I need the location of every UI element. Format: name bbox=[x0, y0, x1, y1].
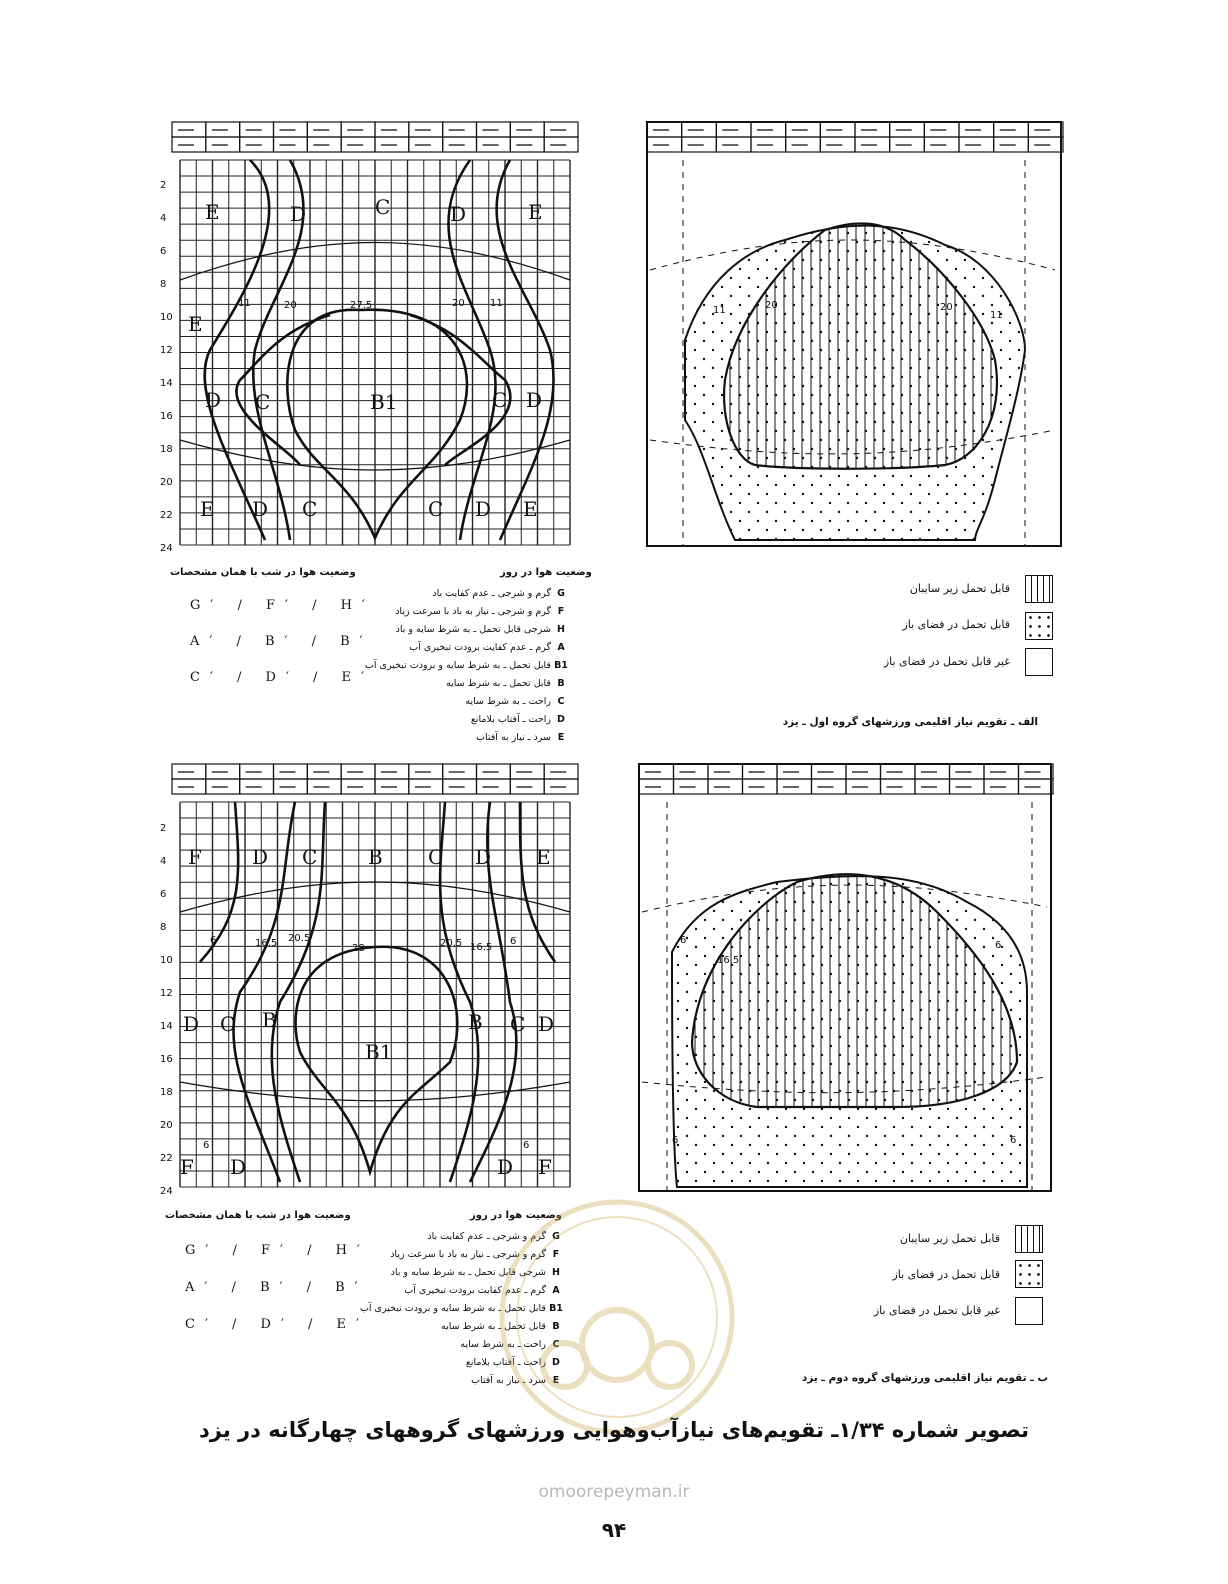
zone-label: D bbox=[475, 497, 492, 521]
contour-label: 6 bbox=[672, 1135, 679, 1146]
legend-item bbox=[365, 621, 568, 639]
chart-a-right-svg bbox=[645, 120, 1065, 550]
legend-code: B bbox=[557, 678, 565, 689]
zone-label: F bbox=[180, 1155, 194, 1179]
key-lines-swatch bbox=[1025, 575, 1053, 603]
legend-text: گرم ـ عدم کفایت برودت تبخیری آب bbox=[404, 1285, 549, 1296]
y-axis-tick: 8 bbox=[160, 922, 167, 933]
legend-text: سرد ـ نیاز به آفتاب bbox=[471, 1375, 549, 1386]
legend-item bbox=[365, 585, 568, 603]
zone-label: E bbox=[188, 312, 203, 336]
zone-label: C bbox=[492, 388, 508, 412]
zone-label: D bbox=[252, 845, 269, 869]
legend-text: قابل تحمل ـ به شرط سایه bbox=[446, 678, 554, 689]
legend-text: قابل تحمل ـ به شرط سایه و برودت تبخیری آب bbox=[359, 1303, 549, 1314]
legend-text: قابل تحمل ـ به شرط سایه و برودت تبخیری آب bbox=[364, 660, 554, 671]
chart-a-left-svg bbox=[170, 120, 580, 550]
legend-text: راحت ـ آفتاب بلامانع bbox=[465, 1357, 549, 1368]
night-symbols: C′ / D′ / E′ bbox=[185, 1317, 370, 1332]
zone-label: D bbox=[475, 845, 492, 869]
key-dots-swatch bbox=[1015, 1260, 1043, 1288]
legend-text: گرم ـ عدم کفایت برودت تبخیری آب bbox=[409, 642, 554, 653]
legend-item bbox=[365, 639, 568, 657]
zone-label: B1 bbox=[370, 390, 398, 414]
zone-label: D bbox=[538, 1012, 555, 1036]
zone-label: F bbox=[188, 845, 202, 869]
legend-code: F bbox=[557, 606, 565, 617]
legend-code: C bbox=[552, 1339, 560, 1350]
legend-code: E bbox=[557, 732, 565, 743]
legend-night-title: وضعیت هوا در شب با همان مشخصات bbox=[165, 1210, 351, 1221]
legend-item bbox=[365, 657, 568, 675]
chart-a-right bbox=[645, 120, 1065, 550]
panel-a-caption: الف ـ تقویم نیاز اقلیمی ورزشهای گروه اول ـ یزد bbox=[782, 716, 1038, 728]
key-label: غیر قابل تحمل در فضای باز bbox=[883, 655, 1010, 668]
legend-text: سرد ـ نیاز به آفتاب bbox=[476, 732, 554, 743]
chart-b-right bbox=[637, 762, 1055, 1195]
contour-label: 20 bbox=[765, 300, 778, 311]
contour-label: 28 bbox=[352, 943, 365, 954]
zone-label: D bbox=[252, 497, 269, 521]
legend-code: G bbox=[557, 588, 565, 599]
contour-label: 20 bbox=[452, 298, 465, 309]
y-axis-tick: 2 bbox=[160, 823, 167, 834]
legend-item bbox=[365, 693, 568, 711]
y-axis-tick: 8 bbox=[160, 279, 167, 290]
zone-label: D bbox=[290, 202, 307, 226]
contour-label: 6 bbox=[203, 1140, 210, 1151]
legend-code: G bbox=[552, 1231, 560, 1242]
legend-text: شرجی قابل تحمل ـ به شرط سایه و باد bbox=[395, 624, 554, 635]
legend-code: A bbox=[557, 642, 565, 653]
chart-a-left bbox=[170, 120, 580, 550]
key-empty-swatch bbox=[1025, 648, 1053, 676]
y-axis-tick: 18 bbox=[160, 1087, 173, 1098]
legend-text: راحت ـ به شرط سایه bbox=[460, 1339, 549, 1350]
key-label: قابل تحمل در فضای باز bbox=[902, 618, 1010, 631]
key-dots-swatch bbox=[1025, 612, 1053, 640]
y-axis-tick: 12 bbox=[160, 345, 173, 356]
y-axis-tick: 24 bbox=[160, 543, 173, 554]
key-label: قابل تحمل زیر سایبان bbox=[909, 582, 1010, 595]
contour-label: 6 bbox=[510, 936, 517, 947]
legend-code: D bbox=[557, 714, 565, 725]
zone-label: C bbox=[220, 1012, 236, 1036]
zone-label: E bbox=[523, 497, 538, 521]
legend-code: B1 bbox=[549, 1303, 563, 1314]
night-symbols: G′ / F′ / H′ bbox=[190, 598, 375, 613]
page-number: ۹۴ bbox=[601, 1518, 627, 1542]
contour-label: 6 bbox=[680, 935, 687, 946]
zone-label: B bbox=[368, 845, 383, 869]
zone-label: B bbox=[262, 1008, 277, 1032]
contour-label: 11 bbox=[990, 310, 1003, 321]
publisher-seal-watermark bbox=[495, 1195, 740, 1440]
legend-code: E bbox=[552, 1375, 560, 1386]
legend-text: راحت ـ آفتاب بلامانع bbox=[470, 714, 554, 725]
figure-title: تصویر شماره ۱/۳۴ـ تقویم‌های نیازآب‌وهوایی ورزشهای گروههای چهارگانه در یزد bbox=[198, 1418, 1029, 1442]
month-header bbox=[639, 764, 1053, 794]
y-axis-tick: 6 bbox=[160, 246, 167, 257]
legend-day-list bbox=[365, 585, 568, 747]
legend-day-title: وضعیت هوا در روز bbox=[470, 1210, 562, 1221]
y-axis-tick: 14 bbox=[160, 1021, 173, 1032]
contour-label: 20 bbox=[940, 302, 953, 313]
y-axis-tick: 4 bbox=[160, 856, 167, 867]
panel-b-caption: ب ـ تقویم نیاز اقلیمی ورزشهای گروه دوم ـ یزد bbox=[801, 1372, 1048, 1384]
zone-label: C bbox=[302, 497, 318, 521]
legend-code: H bbox=[557, 624, 565, 635]
legend-item bbox=[365, 729, 568, 747]
legend-text: قابل تحمل ـ به شرط سایه bbox=[441, 1321, 549, 1332]
legend-text: گرم و شرجی ـ نیاز به باد با سرعت زیاد bbox=[395, 606, 554, 617]
contour-label: 16.5 bbox=[717, 955, 740, 966]
contour-label: 16.5 bbox=[255, 938, 278, 949]
y-axis-tick: 20 bbox=[160, 477, 173, 488]
key-empty-swatch bbox=[1015, 1297, 1043, 1325]
zone-label: B bbox=[468, 1010, 483, 1034]
key-label: غیر قابل تحمل در فضای باز bbox=[873, 1304, 1000, 1317]
contour-label: 11 bbox=[238, 298, 251, 309]
legend-text: گرم و شرجی ـ نیاز به باد با سرعت زیاد bbox=[390, 1249, 549, 1260]
month-header bbox=[172, 764, 578, 794]
y-axis-tick: 2 bbox=[160, 180, 167, 191]
legend-night-title: وضعیت هوا در شب با همان مشخصات bbox=[170, 567, 356, 578]
zone-label: D bbox=[497, 1155, 514, 1179]
site-watermark: omoorepeyman.ir bbox=[538, 1482, 690, 1502]
night-symbols: A′ / B′ / B′ bbox=[185, 1280, 368, 1295]
zone-label: C bbox=[302, 845, 318, 869]
y-axis-tick: 10 bbox=[160, 312, 173, 323]
y-axis-tick: 22 bbox=[160, 1153, 173, 1164]
y-axis-tick: 4 bbox=[160, 213, 167, 224]
contour-label: 20.5 bbox=[288, 933, 311, 944]
zone-label: B1 bbox=[365, 1040, 393, 1064]
legend-text: گرم و شرجی ـ عدم کفایت باد bbox=[432, 588, 554, 599]
zone-label: C bbox=[428, 497, 444, 521]
chart-b-right-svg bbox=[637, 762, 1055, 1195]
zone-label: C bbox=[255, 390, 271, 414]
zone-label: F bbox=[538, 1155, 552, 1179]
zone-label: C bbox=[375, 195, 391, 219]
contour-label: 6 bbox=[523, 1140, 530, 1151]
legend-code: B bbox=[552, 1321, 560, 1332]
y-axis-tick: 12 bbox=[160, 988, 173, 999]
legend-code: D bbox=[552, 1357, 560, 1368]
zone-label: C bbox=[510, 1012, 526, 1036]
contour-label: 20.5 bbox=[440, 938, 463, 949]
key-lines-swatch bbox=[1015, 1225, 1043, 1253]
zone-label: E bbox=[536, 845, 551, 869]
zone-label: E bbox=[205, 200, 220, 224]
y-axis-tick: 14 bbox=[160, 378, 173, 389]
y-axis-tick: 18 bbox=[160, 444, 173, 455]
legend-code: C bbox=[557, 696, 565, 707]
legend-item bbox=[365, 711, 568, 729]
y-axis-tick: 6 bbox=[160, 889, 167, 900]
legend-text: گرم و شرجی ـ عدم کفایت باد bbox=[427, 1231, 549, 1242]
zone-label: E bbox=[200, 497, 215, 521]
zone-label: E bbox=[528, 200, 543, 224]
contour-label: 6 bbox=[995, 940, 1002, 951]
y-axis-tick: 10 bbox=[160, 955, 173, 966]
chart-b-left bbox=[170, 762, 580, 1192]
y-axis-tick: 20 bbox=[160, 1120, 173, 1131]
zone-label: D bbox=[450, 202, 467, 226]
contour-label: 11 bbox=[490, 298, 503, 309]
night-symbols: C′ / D′ / E′ bbox=[190, 670, 375, 685]
legend-code: A bbox=[552, 1285, 560, 1296]
y-axis-tick: 22 bbox=[160, 510, 173, 521]
zone-label: C bbox=[428, 845, 444, 869]
y-axis-tick: 16 bbox=[160, 1054, 173, 1065]
legend-item bbox=[365, 603, 568, 621]
legend-text: راحت ـ به شرط سایه bbox=[465, 696, 554, 707]
legend-code: F bbox=[552, 1249, 560, 1260]
zone-label: D bbox=[183, 1012, 200, 1036]
contour-label: 6 bbox=[210, 935, 217, 946]
key-label: قابل تحمل زیر سایبان bbox=[899, 1232, 1000, 1245]
night-symbols: G′ / F′ / H′ bbox=[185, 1243, 370, 1258]
y-axis-tick: 24 bbox=[160, 1186, 173, 1197]
month-header bbox=[172, 122, 578, 152]
contour-label: 16.5 bbox=[470, 942, 493, 953]
key-label: قابل تحمل در فضای باز bbox=[892, 1268, 1000, 1281]
zone-label: D bbox=[230, 1155, 247, 1179]
zone-label: D bbox=[526, 388, 543, 412]
contour-label: 27.5 bbox=[350, 300, 373, 311]
legend-text: شرجی قابل تحمل ـ به شرط سایه و باد bbox=[390, 1267, 549, 1278]
zone-label: D bbox=[205, 388, 222, 412]
legend-code: B1 bbox=[554, 660, 568, 671]
night-symbols: A′ / B′ / B′ bbox=[190, 634, 373, 649]
chart-b-left-svg bbox=[170, 762, 580, 1192]
y-axis-tick: 16 bbox=[160, 411, 173, 422]
legend-day-title: وضعیت هوا در روز bbox=[500, 567, 592, 578]
contour-label: 11 bbox=[713, 305, 726, 316]
month-header bbox=[647, 122, 1063, 152]
contour-label: 20 bbox=[284, 300, 297, 311]
legend-code: H bbox=[552, 1267, 560, 1278]
contour-label: 6 bbox=[1010, 1135, 1017, 1146]
legend-item bbox=[365, 675, 568, 693]
